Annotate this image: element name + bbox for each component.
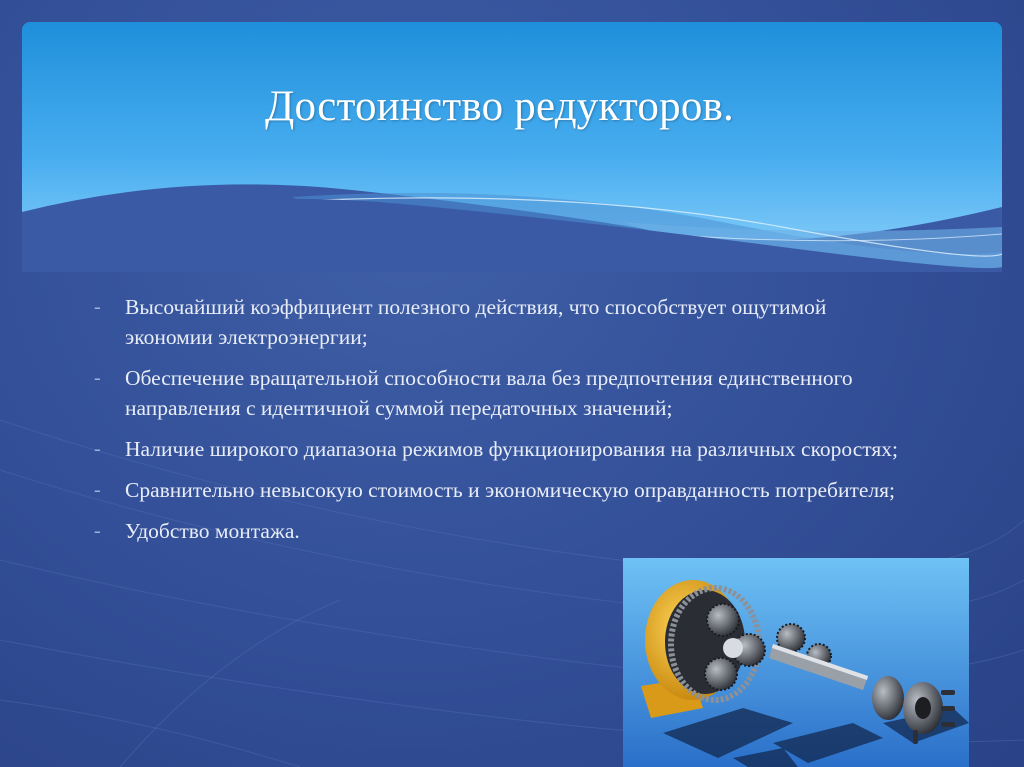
bullet-marker: - [94,296,101,318]
slide-title: Достоинство редукторов. [265,83,734,130]
bullet-text: Обеспечение вращательной способности вала без предпочтения единственного направления с идентичной суммой передаточных значений; [125,366,853,420]
bullet-text: Удобство монтажа. [125,519,300,543]
bullet-text: Высочайший коэффициент полезного действия, что способствует ощутимой экономии электроэнергии; [125,295,827,349]
bullet-list [94,292,914,557]
list-item [94,434,914,464]
list-item [94,475,914,505]
list-item [94,516,914,546]
bullet-marker: - [94,438,101,460]
gearbox-image [623,558,969,767]
header-banner [22,22,1002,272]
bullet-marker: - [94,520,101,542]
bullet-text: Наличие широкого диапазона режимов функционирования на различных скоростях; [125,437,898,461]
bullet-marker: - [94,367,101,389]
list-item [94,292,914,352]
bullet-text: Сравнительно невысокую стоимость и экономическую оправданность потребителя; [125,478,895,502]
list-item [94,363,914,423]
bullet-marker: - [94,479,101,501]
gearbox-illustration [623,558,969,767]
